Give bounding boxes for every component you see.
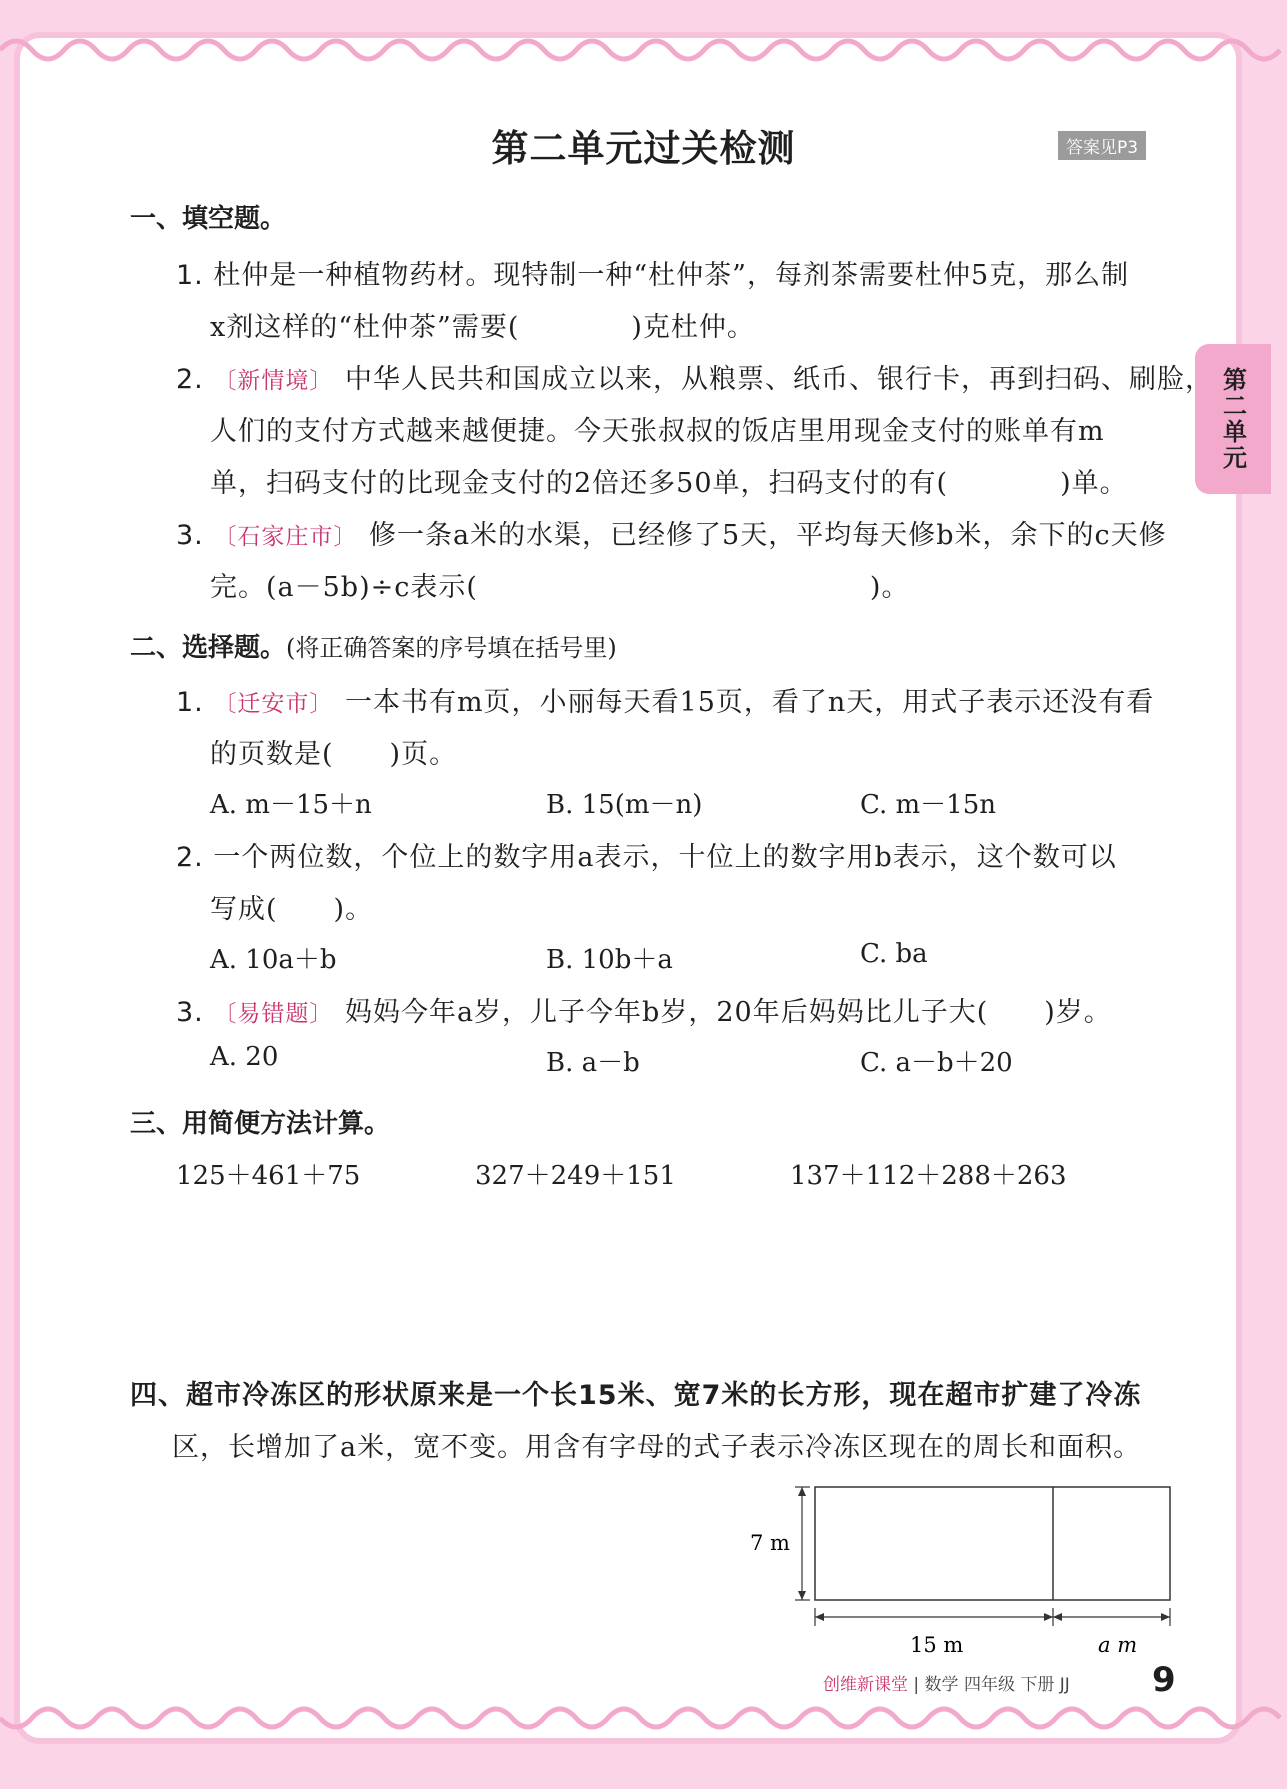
width-arrow-down <box>798 1591 806 1600</box>
s2-q3-number: 3. <box>176 997 204 1028</box>
s2-q2-option-c: C. ba <box>860 939 928 969</box>
s2-q2-number: 2. <box>176 842 204 873</box>
s1-q2-number: 2. <box>176 364 204 395</box>
footer-details: | 数学 四年级 下册 JJ <box>913 1675 1070 1695</box>
s2-q3-option-b: B. a－b <box>546 1048 640 1078</box>
rectangle-diagram <box>740 1480 1180 1665</box>
s2-q2-line1 <box>176 835 1117 874</box>
s2-q2-option-a: A. 10a＋b <box>210 945 337 975</box>
s1-q2-line2: 人们的支付方式越来越便捷。今天张叔叔的饭店里用现金支付的账单有m <box>210 416 1105 447</box>
s2-q1-line2: 的页数是( )页。 <box>210 739 458 770</box>
calc-item-3: 137＋112＋288＋263 <box>790 1161 1067 1191</box>
top-wave-border <box>0 28 1287 68</box>
s2-q2-option-b: B. 10b＋a <box>546 945 673 975</box>
s2-q3-option-c: C. a－b＋20 <box>860 1048 1013 1078</box>
s2-q1-option-c: C. m－15n <box>860 790 996 820</box>
s1-q3-tag: 〔石家庄市〕 <box>213 524 358 550</box>
s2-q1-option-b: B. 15(m－n) <box>546 790 703 820</box>
s2-q1-line1 <box>176 680 1154 719</box>
s2-q2-text1: 一个两位数，个位上的数字用a表示，十位上的数字用b表示，这个数可以 <box>213 842 1117 873</box>
footer-info <box>823 1670 1070 1695</box>
section-choice-note: (将正确答案的序号填在括号里) <box>286 634 617 662</box>
calc-item-1: 125＋461＋75 <box>176 1161 361 1191</box>
arrow-left-1 <box>815 1613 824 1621</box>
s4-text1: 四、超市冷冻区的形状原来是一个长15米、宽7米的长方形，现在超市扩建了冷冻 <box>130 1380 1142 1411</box>
width-arrow-up <box>798 1487 806 1496</box>
s1-q2-line1 <box>176 357 1213 396</box>
s1-q1-number: 1. <box>176 260 204 291</box>
answer-reference-tag: 答案见P3 <box>1058 131 1146 160</box>
s2-q3-text1: 妈妈今年a岁，儿子今年b岁，20年后妈妈比儿子大( )岁。 <box>344 997 1112 1028</box>
s2-q1-tag: 〔迁安市〕 <box>213 691 334 717</box>
s2-q3-tag: 〔易错题〕 <box>213 1001 334 1027</box>
s4-line1 <box>130 1373 1141 1412</box>
s1-q2-line3: 单，扫码支付的比现金支付的2倍还多50单，扫码支付的有( )单。 <box>210 468 1128 499</box>
page-number: 9 <box>1152 1660 1176 1700</box>
length-label: 15 m <box>910 1633 964 1657</box>
s2-q3-option-a: A. 20 <box>210 1042 279 1072</box>
arrow-left-2 <box>1053 1613 1062 1621</box>
unit-side-tab-label: 第二单元 <box>1218 367 1247 471</box>
rectangle-figure <box>740 1480 1180 1669</box>
section-fill-blank-heading: 一、填空题。 <box>130 204 287 234</box>
s2-q3-line1 <box>176 990 1112 1029</box>
s2-q1-option-a: A. m－15＋n <box>210 790 372 820</box>
page-title: 第二单元过关检测 <box>491 127 796 170</box>
s1-q2-tag: 〔新情境〕 <box>213 368 334 394</box>
bottom-wave-border <box>0 1700 1287 1740</box>
s2-q1-text1: 一本书有m页，小丽每天看15页，看了n天，用式子表示还没有看 <box>344 687 1155 718</box>
s1-q1-line2: x剂这样的“杜仲茶”需要( )克杜仲。 <box>210 312 755 343</box>
s2-q2-line2: 写成( )。 <box>210 894 374 925</box>
width-label: 7 m <box>750 1531 790 1555</box>
s1-q3-line1 <box>176 513 1167 552</box>
s2-q1-number: 1. <box>176 687 204 718</box>
s1-q3-line2: 完。(a－5b)÷c表示( )。 <box>210 572 910 603</box>
arrow-right-2 <box>1161 1613 1170 1621</box>
section-choice-title: 二、选择题。 <box>130 633 287 663</box>
extra-length-label: a m <box>1098 1633 1138 1657</box>
s1-q1-line1 <box>176 253 1129 292</box>
s4-line2: 区，长增加了a米，宽不变。用含有字母的式子表示冷冻区现在的周长和面积。 <box>172 1432 1142 1463</box>
outer-rectangle <box>815 1487 1170 1600</box>
section-calc-heading: 三、用简便方法计算。 <box>130 1109 391 1139</box>
s1-q3-text1: 修一条a米的水渠，已经修了5天，平均每天修b米，余下的c天修 <box>368 520 1167 551</box>
calc-item-2: 327＋249＋151 <box>475 1161 676 1191</box>
s1-q2-text1: 中华人民共和国成立以来，从粮票、纸币、银行卡，再到扫码、刷脸， <box>344 364 1213 395</box>
s1-q3-number: 3. <box>176 520 204 551</box>
s1-q1-text1: 杜仲是一种植物药材。现特制一种“杜仲茶”，每剂茶需要杜仲5克，那么制 <box>213 260 1130 291</box>
section-choice-heading <box>130 627 617 664</box>
arrow-right-1 <box>1044 1613 1053 1621</box>
footer-brand: 创维新课堂 <box>823 1675 908 1695</box>
